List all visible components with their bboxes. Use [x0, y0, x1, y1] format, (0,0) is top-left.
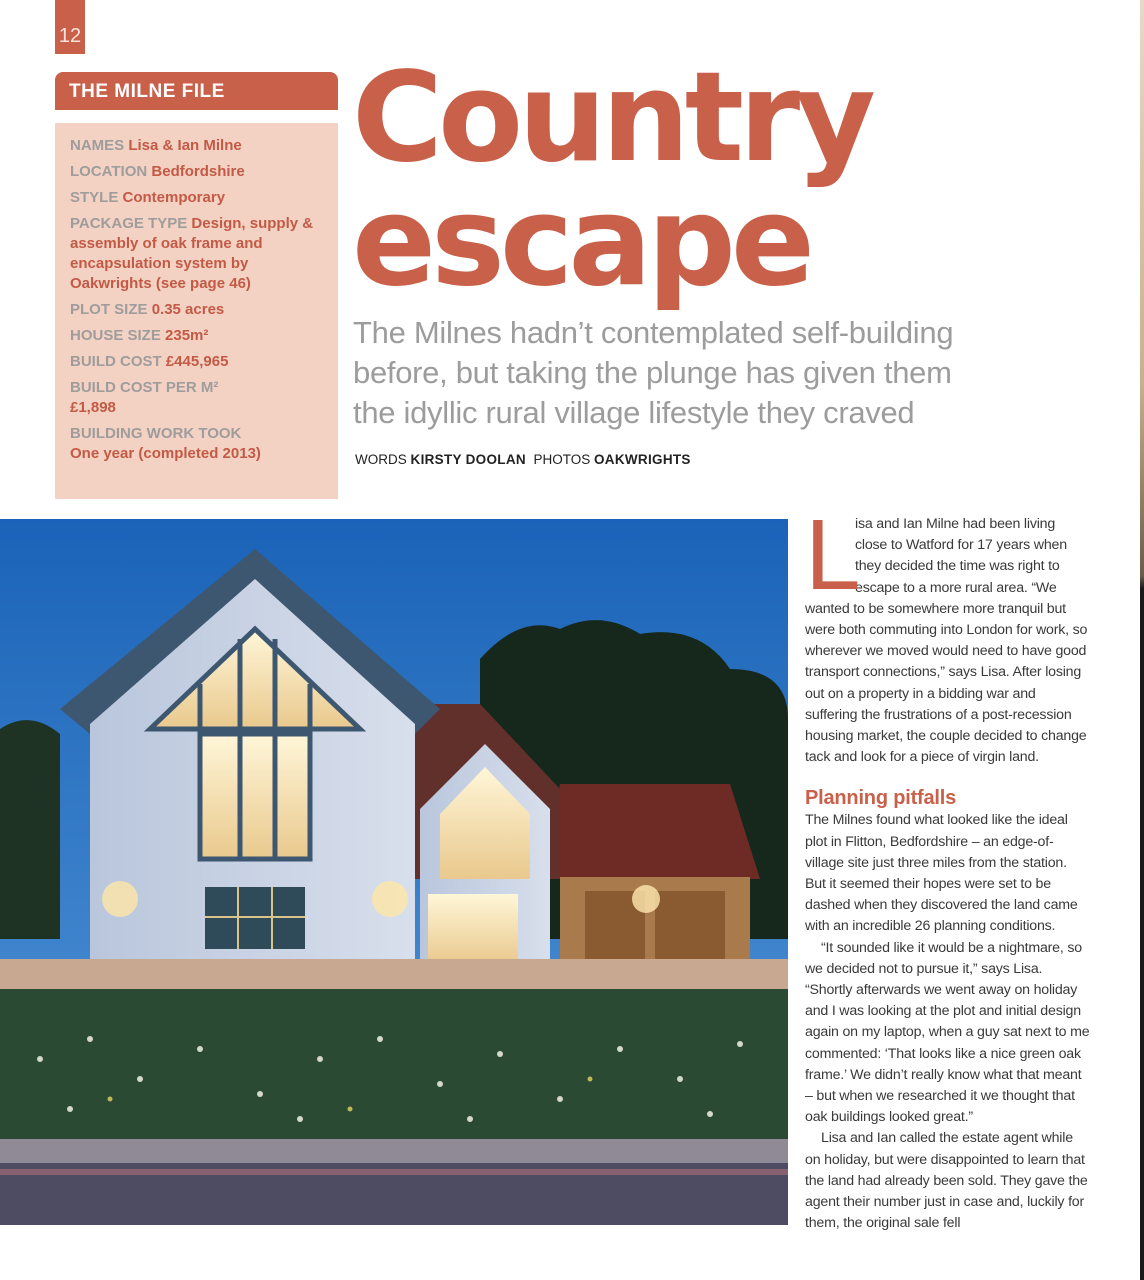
fact-location [70, 162, 326, 182]
intro-line: escape to a more rural area. “We [855, 579, 1057, 596]
fact-value: Design, supply & assembly of oak frame and encapsulation system by Oakwrights (see page 46) [70, 215, 314, 292]
author-name: KIRSTY DOOLAN [410, 452, 526, 467]
page-number: 12 [55, 0, 85, 54]
intro-line: they decided the time was right to [855, 558, 1060, 575]
fact-package-type [70, 214, 326, 294]
dropcap-text: L [805, 499, 861, 611]
words-label: WORDS [355, 452, 407, 467]
fact-names [70, 136, 326, 156]
subheading: Planning pitfalls [805, 787, 957, 810]
fact-plot-size [70, 300, 326, 320]
fact-label: PLOT SIZE [70, 301, 148, 318]
standfirst: The Milnes hadn’t contemplated self-building before, but taking the plunge has given them the idyllic rural village lifestyle they craved [353, 315, 954, 430]
factbox-title: THE MILNE FILE [55, 72, 338, 110]
intro-line: close to Watford for 17 years when [855, 537, 1067, 554]
fact-house-size [70, 326, 326, 346]
fact-label: STYLE [70, 189, 119, 206]
fact-value: Contemporary [122, 189, 226, 206]
photos-label: PHOTOS [533, 452, 591, 467]
fact-value: £445,965 [165, 353, 229, 370]
fact-label: HOUSE SIZE [70, 327, 161, 344]
fact-value: 0.35 acres [151, 301, 225, 318]
fact-label: BUILD COST PER M² [70, 379, 219, 396]
article-body [805, 499, 1090, 1235]
fact-value: One year (completed 2013) [70, 445, 261, 462]
fact-style [70, 188, 326, 208]
fact-label: BUILDING WORK TOOK [70, 425, 242, 442]
fact-label: NAMES [70, 137, 125, 154]
fact-building-work-took [70, 424, 326, 464]
fact-value: 235m² [165, 327, 209, 344]
fact-value: Bedfordshire [151, 163, 245, 180]
paragraph: Lisa and Ian called the estate agent while on holiday, but were disappointed to learn that the land had already been sold. They gave the agent their number just in case and, luckily for them, the original sale fell [805, 1130, 1088, 1232]
intro-paragraph [805, 499, 1090, 768]
fact-label: PACKAGE TYPE [70, 215, 188, 232]
fact-value: £1,898 [70, 399, 116, 416]
fact-label: BUILD COST [70, 353, 162, 370]
fact-label: LOCATION [70, 163, 148, 180]
adjacent-page-edge [1140, 0, 1144, 1280]
dropcap-letter [805, 499, 861, 611]
fact-build-cost-per-m2 [70, 378, 326, 418]
factbox [55, 123, 338, 499]
intro-rest: wanted to be somewhere more tranquil but were both commuting into London for work, so wherever we moved would need to have good transport connections,” says Lisa. After losing out on a property in a bidding war and suffering the frustrations of a post-recession housing market, the couple decided to change tack and look for a piece of virgin land. [805, 600, 1088, 766]
house-photo [0, 519, 788, 1225]
house-photo-illustration [0, 519, 788, 1225]
headline-line-2: escape [352, 170, 810, 314]
intro-line: isa and Ian Milne had been living [855, 516, 1056, 532]
photographer-name: OAKWRIGHTS [593, 452, 691, 467]
byline [355, 452, 691, 467]
paragraph: “It sounded like it would be a nightmare, so we decided not to pursue it,” says Lisa. “Shortly afterwards we went away on holiday and I was looking at the plot and initial design again on my laptop, when a guy sat next to me commented: ‘That looks like a nice green oak frame.’ We didn’t really know what that meant – but when we researched it we thought that oak buildings looked great.” [805, 939, 1090, 1126]
headline-line-1: Country [352, 46, 872, 190]
fact-value: Lisa & Ian Milne [128, 137, 242, 154]
paragraph: The Milnes found what looked like the ideal plot in Flitton, Bedfordshire – an edge-of-village site just three miles from the station. But it seemed their hopes were set to be dashed when they discovered the land came with an incredible 26 planning conditions. [805, 812, 1078, 935]
headline [352, 46, 992, 314]
fact-build-cost [70, 352, 326, 372]
